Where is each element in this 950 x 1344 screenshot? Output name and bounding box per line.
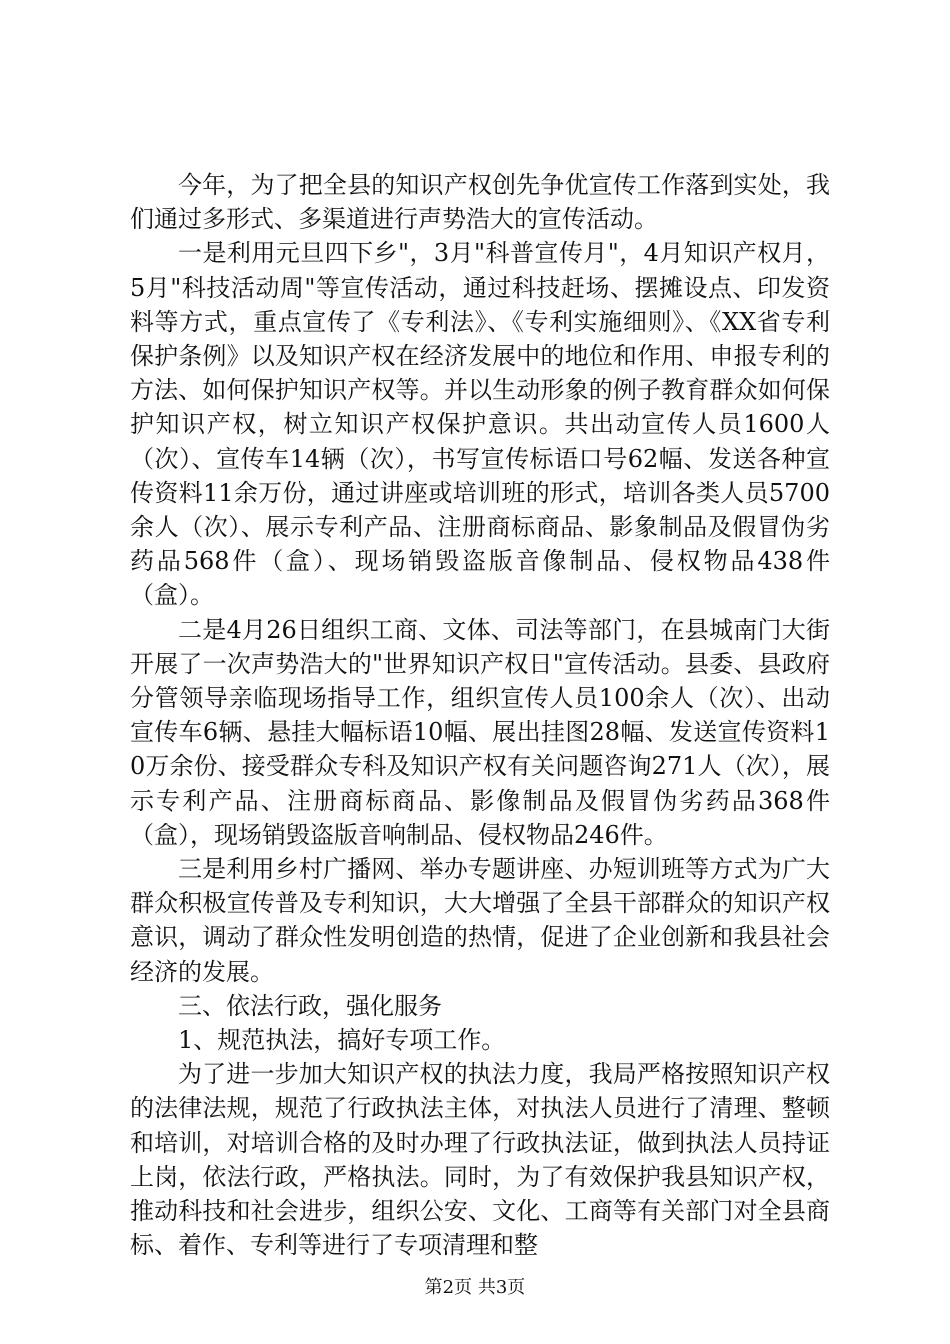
paragraph-activity-2: 二是4月26日组织工商、文体、司法等部门，在县城南门大街开展了一次声势浩大的"世界知识产权日"宣传活动。县委、县政府分管领导亲临现场指导工作，组织宣传人员100余人（次）、出动宣传车6辆、悬挂大幅标语10幅、展出挂图28幅、发送宣传资料10万余份、接受群众专科及知识产权有关问题咨询271人（次），展示专利产品、注册商标商品、影像制品及假冒伪劣药品368件（盒），现场销毁盗版音响制品、侵权物品246件。 xyxy=(130,615,830,849)
paragraph-intro: 今年，为了把全县的知识产权创先争优宣传工作落到实处，我们通过多形式、多渠道进行声势浩大的宣传活动。 xyxy=(130,171,830,234)
section-heading: 三、依法行政，强化服务 xyxy=(178,991,442,1020)
paragraph-activity-1: 一是利用元旦四下乡"，3月"科普宣传月"，4月知识产权月，5月"科技活动周"等宣传活动，通过科技赶场、摆摊设点、印发资料等方式，重点宣传了《专利法》、《专利实施细则》、《XX省专利保护条例》以及知识产权在经济发展中的地位和作用、申报专利的方法、如何保护知识产权等。并以生动形象的例子教育群众如何保护知识产权，树立知识产权保护意识。共出动宣传人员1600人（次）、宣传车14辆（次），书写宣传标语口号62幅、发送各种宣传资料11余万份，通过讲座或培训班的形式，培训各类人员5700余人（次）、展示专利产品、注册商标商品、影象制品及假冒伪劣药品568件（盒）、现场销毁盗版音像制品、侵权物品438件（盒）。 xyxy=(130,239,830,610)
page-footer xyxy=(0,1276,950,1300)
paragraph-enforcement: 为了进一步加大知识产权的执法力度，我局严格按照知识产权的法律法规，规范了行政执法主体，对执法人员进行了清理、整顿和培训，对培训合格的及时办理了行政执法证，做到执法人员持证上岗，依法行政，严格执法。同时，为了有效保护我县知识产权，推动科技和社会进步，组织公安、文化、工商等有关部门对全县商标、着作、专利等进行了专项清理和整 xyxy=(130,1060,830,1260)
paragraph-activity-3: 三是利用乡村广播网、举办专题讲座、办短训班等方式为广大群众积极宣传普及专利知识，大大增强了全县干部群众的知识产权意识，调动了群众性发明创造的热情，促进了企业创新和我县社会经济的发展。 xyxy=(130,855,830,986)
subsection-heading: 1、规范执法，搞好专项工作。 xyxy=(178,1026,506,1055)
page-number: 第2页 共3页 xyxy=(424,1277,526,1298)
document-body xyxy=(130,168,830,1263)
